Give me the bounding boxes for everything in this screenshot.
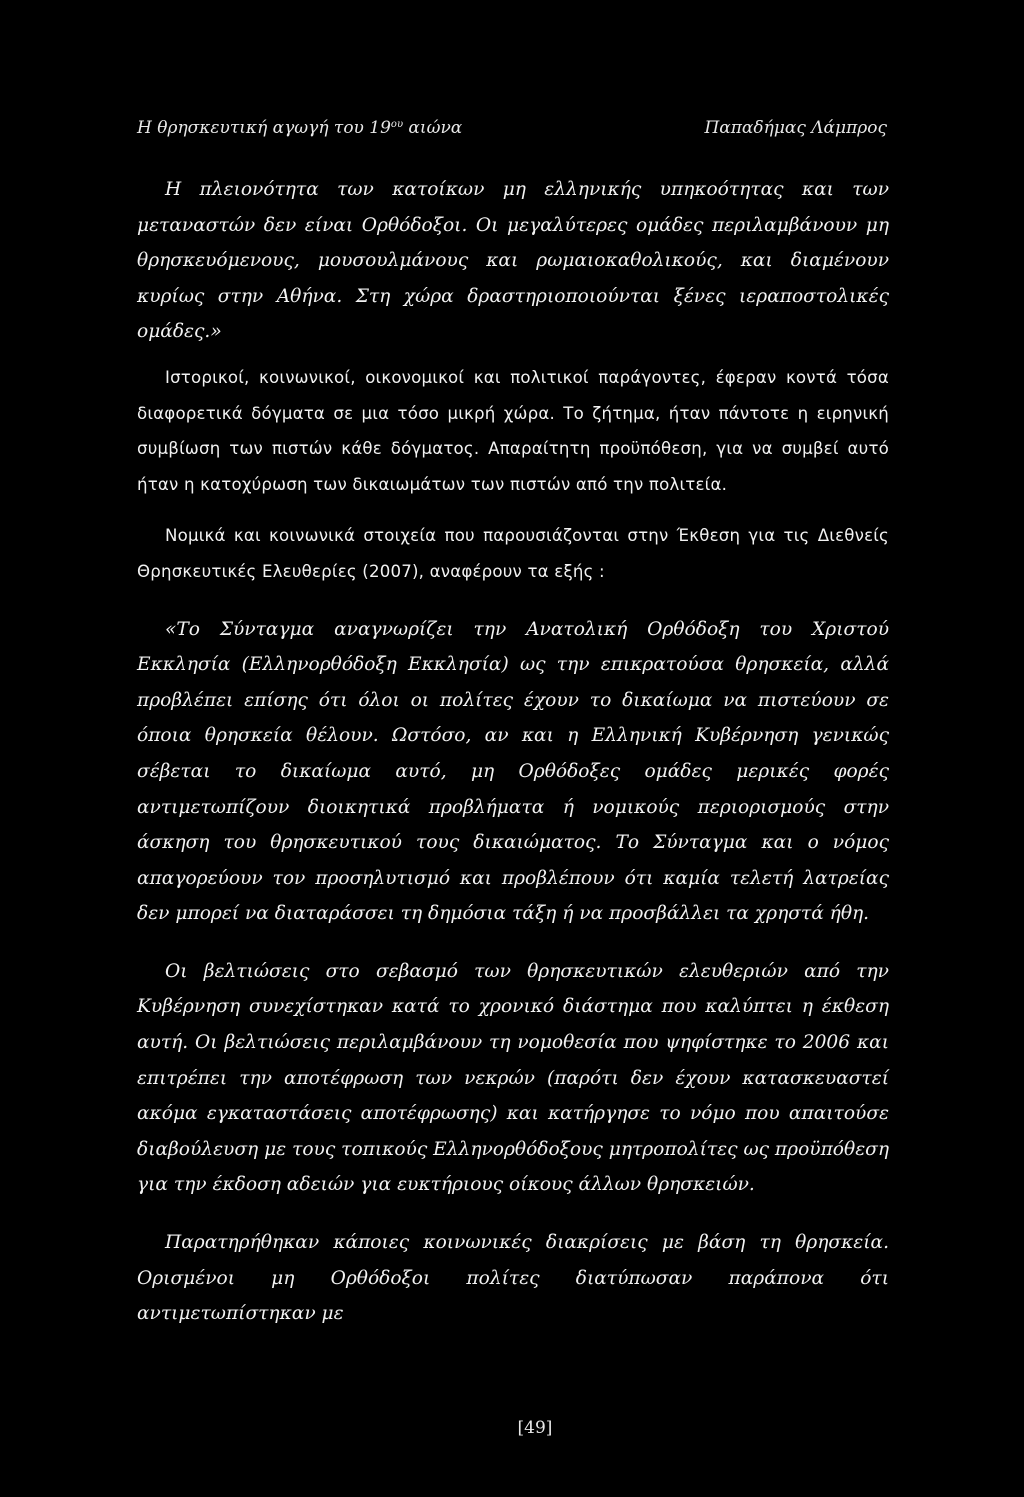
paragraph-historical-factors: Ιστορικοί, κοινωνικοί, οικονομικοί και πολιτικοί παράγοντες, έφεραν κοντά τόσα διαφορετικά δόγματα σε μια τόσο μικρή χώρα. Το ζήτημα, ήταν πάντοτε η ειρηνική συμβίωση των πιστών κάθε δόγματος. Απαραίτητη προϋπόθεση, για να συμβεί αυτό ήταν η κατοχύρωση των δικαιωμάτων των πιστών από την πολιτεία. (137, 367, 889, 494)
paragraph-quote-continuation: Η πλειονότητα των κατοίκων μη ελληνικής υπηκοότητας και των μεταναστών δεν είναι Ορθόδοξοι. Οι μεγαλύτερες ομάδες περιλαμβάνουν μη θρησκευόμενους, μουσουλμάνους και ρωμαιοκαθολικούς, και διαμένουν κυρίως στην Αθήνα. Στη χώρα δραστηριοποιούνται ξένες ιεραποστολικές ομάδες.» (137, 179, 889, 343)
page-body (137, 172, 889, 1332)
header-book-title (137, 118, 462, 138)
header-title-text: Η θρησκευτική αγωγή του 19 (137, 118, 391, 138)
page-number: [49] (517, 1418, 553, 1438)
header-title-suffix: αιώνα (403, 118, 463, 138)
paragraph-legal-elements: Νομικά και κοινωνικά στοιχεία που παρουσιάζονται στην Έκθεση για τις Διεθνείς Θρησκευτικές Ελευθερίες (2007), αναφέρουν τα εξής : (137, 526, 889, 581)
header-title-superscript: ου (390, 119, 404, 130)
paragraph-constitution-quote: «Το Σύνταγμα αναγνωρίζει την Ανατολική Ορθόδοξη του Χριστού Εκκλησία (Ελληνορθόδοξη Εκκλησία) ως την επικρατούσα θρησκεία, αλλά προβλέπει επίσης ότι όλοι οι πολίτες έχουν το δικαίωμα να πιστεύουν σε όποια θρησκεία θέλουν. Ωστόσο, αν και η Ελληνική Κυβέρνηση γενικώς σέβεται το δικαίωμα αυτό, μη Ορθόδοξες ομάδες μερικές φορές αντιμετωπίζουν διοικητικά προβλήματα ή νομικούς περιορισμούς στην άσκηση του θρησκευτικού τους δικαιώματος. Το Σύνταγμα και ο νόμος απαγορεύουν τον προσηλυτισμό και προβλέπουν ότι καμία τελετή λατρείας δεν μπορεί να διαταράσσει τη δημόσια τάξη ή να προσβάλλει τα χρηστά ήθη. (137, 618, 889, 925)
running-header (137, 118, 887, 144)
paragraph-improvements: Οι βελτιώσεις στο σεβασμό των θρησκευτικών ελευθεριών από την Κυβέρνηση συνεχίστηκαν κατά το χρονικό διάστημα που καλύπτει η έκθεση αυτή. Οι βελτιώσεις περιλαμβάνουν τη νομοθεσία που ψηφίστηκε το 2006 και επιτρέπει την αποτέφρωση των νεκρών (παρότι δεν έχουν κατασκευαστεί ακόμα εγκαταστάσεις αποτέφρωσης) και κατήργησε το νόμο που απαιτούσε διαβούλευση με τους τοπικούς Ελληνορθόδοξους μητροπολίτες ως προϋπόθεση για την έκδοση αδειών για ευκτήριους οίκους άλλων θρησκειών. (137, 960, 890, 1196)
paragraph-social-discrimination: Παρατηρήθηκαν κάποιες κοινωνικές διακρίσεις με βάση τη θρησκεία. Ορισμένοι μη Ορθόδοξοι πολίτες διατύπωσαν παράπονα ότι αντιμετωπίστηκαν με (137, 1232, 889, 1325)
header-author: Παπαδήμας Λάμπρος (704, 118, 887, 138)
